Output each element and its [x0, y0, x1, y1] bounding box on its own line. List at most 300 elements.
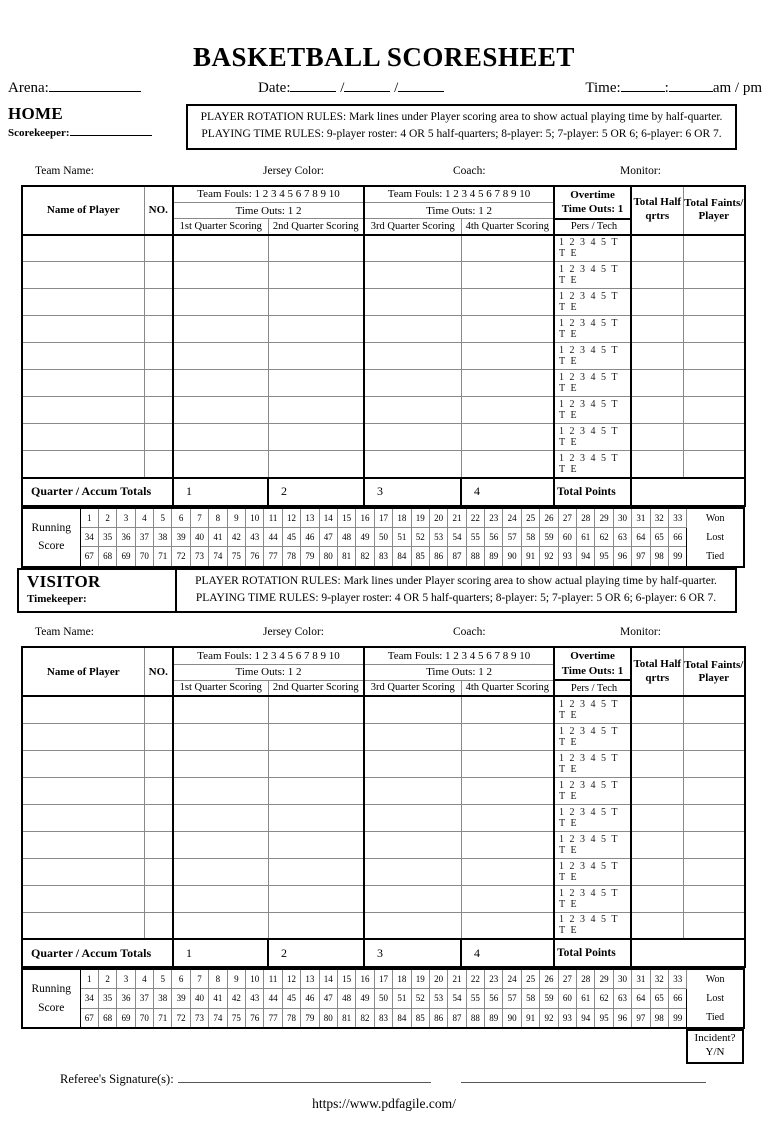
running-score-cell: 48 — [337, 527, 355, 547]
rules-line-1: PLAYER ROTATION RULES: Mark lines under Player scoring area to show actual playing time by half-quarter. — [195, 574, 717, 587]
pers-tech-header: Pers / Tech — [554, 219, 631, 235]
running-score-cell: 94 — [577, 547, 595, 567]
running-score-label-line: Running — [31, 521, 72, 534]
player-blank-cell — [461, 262, 554, 289]
rules-line-2: PLAYING TIME RULES: 9-player roster: 4 OR 5 half-quarters; 8-player: 5; 7-player: 5 OR 6; 6-player: 6 OR 7. — [195, 591, 717, 604]
running-score-cell: 61 — [577, 527, 595, 547]
player-blank-cell — [173, 831, 268, 858]
running-score-cell: 79 — [301, 1008, 319, 1028]
running-score-label — [22, 508, 80, 567]
running-score-cell: 23 — [485, 969, 503, 989]
running-score-row — [22, 508, 744, 528]
running-score-row — [22, 547, 744, 567]
q3-scoring-header: 3rd Quarter Scoring — [364, 219, 461, 235]
table-header-row-1 — [22, 647, 745, 664]
running-score-cell: 60 — [558, 989, 576, 1009]
source-url: https://www.pdfagile.com/ — [312, 1095, 456, 1111]
player-blank-cell — [461, 424, 554, 451]
player-blank-cell — [144, 804, 173, 831]
player-blank-cell — [364, 424, 461, 451]
running-score-cell: 22 — [466, 969, 484, 989]
running-score-cell: 74 — [209, 547, 227, 567]
q1-scoring-header: 1st Quarter Scoring — [173, 680, 268, 696]
home-running-score — [21, 507, 745, 568]
player-blank-cell — [461, 723, 554, 750]
running-score-cell: 61 — [577, 989, 595, 1009]
running-score-label-line: Score — [38, 540, 65, 552]
overtime-timeouts-header — [554, 186, 631, 219]
running-score-cell: 18 — [393, 969, 411, 989]
running-score-cell: 25 — [521, 508, 539, 528]
player-blank-cell — [22, 723, 144, 750]
accum-q2: 2 — [268, 939, 364, 967]
running-score-cell: 30 — [613, 508, 631, 528]
running-score-cell: 1 — [80, 508, 98, 528]
running-score-cell: 55 — [466, 527, 484, 547]
accum-q2: 2 — [268, 478, 364, 506]
player-blank-cell — [173, 262, 268, 289]
running-score-cell: 21 — [448, 969, 466, 989]
running-score-cell: 86 — [429, 547, 447, 567]
player-blank-cell — [173, 804, 268, 831]
date-label: Date: — [258, 80, 291, 96]
running-score-cell: 10 — [246, 508, 264, 528]
running-score-cell: 99 — [669, 547, 687, 567]
player-blank-cell — [173, 696, 268, 723]
pers-tech-cell: 1 2 3 4 5 T T E — [554, 316, 631, 343]
incident-box — [686, 1029, 744, 1064]
player-row — [22, 343, 745, 370]
running-score-cell: 93 — [558, 547, 576, 567]
player-blank-cell — [683, 424, 745, 451]
running-score-cell: 7 — [190, 969, 208, 989]
running-score-cell: 4 — [135, 508, 153, 528]
result-label: Lost — [706, 531, 725, 543]
pers-tech-cell: 1 2 3 4 5 T T E — [554, 262, 631, 289]
q3-scoring-header: 3rd Quarter Scoring — [364, 680, 461, 696]
player-row — [22, 723, 745, 750]
running-score-cell: 94 — [577, 1008, 595, 1028]
running-score-cell: 53 — [429, 527, 447, 547]
running-score-cell: 50 — [374, 989, 392, 1009]
running-score-cell: 81 — [337, 547, 355, 567]
player-row — [22, 777, 745, 804]
pers-tech-cell: 1 2 3 4 5 T T E — [554, 343, 631, 370]
rules-box — [186, 104, 737, 150]
running-score-cell: 85 — [411, 547, 429, 567]
player-blank-cell — [173, 235, 268, 262]
player-blank-cell — [461, 343, 554, 370]
no-header: NO. — [144, 186, 173, 235]
player-blank-cell — [683, 343, 745, 370]
running-score-cell: 90 — [503, 547, 521, 567]
player-row — [22, 750, 745, 777]
running-score-cell: 36 — [117, 989, 135, 1009]
running-score-cell: 84 — [393, 547, 411, 567]
player-blank-cell — [461, 451, 554, 478]
player-blank-cell — [144, 777, 173, 804]
team-fouls-header: Team Fouls: 1 2 3 4 5 6 7 8 9 10 — [364, 647, 554, 664]
player-blank-cell — [461, 750, 554, 777]
result-label: Lost — [706, 993, 725, 1004]
player-blank-cell — [683, 858, 745, 885]
player-row — [22, 451, 745, 478]
player-blank-cell — [364, 397, 461, 424]
pers-tech-cell: 1 2 3 4 5 T T E — [554, 804, 631, 831]
running-score-cell: 29 — [595, 508, 613, 528]
accum-q3: 3 — [364, 939, 461, 967]
player-blank-cell — [683, 235, 745, 262]
total-half-qrtrs-header: Total Half qrtrs — [631, 647, 683, 696]
player-blank-cell — [683, 777, 745, 804]
player-blank-cell — [144, 858, 173, 885]
running-score-cell: 69 — [117, 1008, 135, 1028]
player-blank-cell — [268, 424, 364, 451]
player-blank-cell — [683, 804, 745, 831]
running-score-cell: 60 — [558, 527, 576, 547]
running-score-cell: 47 — [319, 527, 337, 547]
running-score-cell: 92 — [540, 547, 558, 567]
running-score-cell: 62 — [595, 527, 613, 547]
running-score-cell: 24 — [503, 969, 521, 989]
running-score-cell: 68 — [98, 547, 116, 567]
running-score-cell: 49 — [356, 989, 374, 1009]
running-score-cell: 15 — [337, 969, 355, 989]
result-label: Tied — [706, 550, 725, 562]
running-score-cell: 46 — [301, 527, 319, 547]
running-score-cell: 31 — [632, 508, 650, 528]
running-score-cell: 86 — [429, 1008, 447, 1028]
running-score-cell: 36 — [117, 527, 135, 547]
running-score-cell: 80 — [319, 1008, 337, 1028]
total-faints-header: Total Faints/ Player — [683, 647, 745, 696]
running-score-cell: 65 — [650, 527, 668, 547]
player-blank-cell — [268, 262, 364, 289]
date-field — [258, 78, 444, 97]
running-score-cell: 70 — [135, 1008, 153, 1028]
player-blank-cell — [683, 262, 745, 289]
running-score-cell: 8 — [209, 969, 227, 989]
running-score-cell: 28 — [577, 969, 595, 989]
accum-q1: 1 — [173, 939, 268, 967]
incident-label: Incident? — [694, 1032, 736, 1044]
scorekeeper-field — [8, 125, 186, 139]
pers-tech-header: Pers / Tech — [554, 680, 631, 696]
time-outs-header: Time Outs: 1 2 — [364, 203, 554, 219]
player-blank-cell — [364, 858, 461, 885]
running-score-cell: 78 — [282, 1008, 300, 1028]
running-score-cell: 5 — [154, 508, 172, 528]
running-score-cell: 74 — [209, 1008, 227, 1028]
timekeeper-field — [27, 593, 171, 605]
player-blank-cell — [22, 343, 144, 370]
player-blank-cell — [173, 750, 268, 777]
player-blank-cell — [461, 316, 554, 343]
player-blank-cell — [144, 424, 173, 451]
running-score-cell: 3 — [117, 508, 135, 528]
running-score-cell: 34 — [80, 989, 98, 1009]
result-label: Won — [705, 512, 725, 524]
running-score-cell: 87 — [448, 547, 466, 567]
running-score-cell: 52 — [411, 527, 429, 547]
running-score-cell: 24 — [503, 508, 521, 528]
home-title: HOME — [8, 104, 64, 123]
running-score-cell: 34 — [80, 527, 98, 547]
player-blank-cell — [144, 343, 173, 370]
running-score-cell: 17 — [374, 508, 392, 528]
player-blank-cell — [631, 777, 683, 804]
running-score-cell: 80 — [319, 547, 337, 567]
pers-tech-cell: 1 2 3 4 5 T T E — [554, 885, 631, 912]
player-blank-cell — [173, 397, 268, 424]
player-blank-cell — [631, 235, 683, 262]
player-blank-cell — [364, 804, 461, 831]
running-score-cell: 11 — [264, 508, 282, 528]
player-blank-cell — [173, 885, 268, 912]
player-blank-cell — [22, 397, 144, 424]
running-score-cell: 89 — [485, 1008, 503, 1028]
accum-q4: 4 — [461, 478, 554, 506]
running-score-cell: 44 — [264, 527, 282, 547]
running-score-cell: 33 — [669, 969, 687, 989]
quarter-accum-totals-row — [22, 939, 745, 967]
player-blank-cell — [364, 885, 461, 912]
player-blank-cell — [268, 451, 364, 478]
player-blank-cell — [22, 235, 144, 262]
player-blank-cell — [268, 397, 364, 424]
running-score-cell: 32 — [650, 508, 668, 528]
monitor-label: Monitor: — [620, 626, 661, 638]
running-score-cell: 76 — [246, 1008, 264, 1028]
running-score-cell: 77 — [264, 547, 282, 567]
total-points-label: Total Points — [554, 478, 631, 506]
running-score-cell: 35 — [98, 527, 116, 547]
running-score-cell: 93 — [558, 1008, 576, 1028]
player-blank-cell — [631, 397, 683, 424]
player-blank-cell — [461, 777, 554, 804]
player-blank-cell — [683, 831, 745, 858]
player-blank-cell — [631, 804, 683, 831]
running-score-cell: 49 — [356, 527, 374, 547]
player-blank-cell — [144, 451, 173, 478]
running-score-cell: 98 — [650, 1008, 668, 1028]
player-blank-cell — [683, 289, 745, 316]
running-score-cell: 3 — [117, 969, 135, 989]
running-score-cell: 67 — [80, 547, 98, 567]
running-score-cell: 82 — [356, 547, 374, 567]
player-blank-cell — [144, 885, 173, 912]
running-score-cell: 59 — [540, 989, 558, 1009]
player-blank-cell — [22, 912, 144, 939]
player-blank-cell — [364, 451, 461, 478]
pers-tech-cell: 1 2 3 4 5 T T E — [554, 750, 631, 777]
running-score-cell: 4 — [135, 969, 153, 989]
running-score-cell: 56 — [485, 989, 503, 1009]
visitor-header-strip — [17, 568, 737, 614]
player-blank-cell — [461, 235, 554, 262]
player-blank-cell — [461, 804, 554, 831]
player-row — [22, 397, 745, 424]
player-blank-cell — [461, 370, 554, 397]
player-row — [22, 370, 745, 397]
pers-tech-cell: 1 2 3 4 5 T T E — [554, 858, 631, 885]
running-score-cell: 62 — [595, 989, 613, 1009]
player-blank-cell — [683, 451, 745, 478]
visitor-team-info-row — [0, 626, 768, 642]
running-score-cell: 19 — [411, 508, 429, 528]
running-score-cell: 96 — [613, 547, 631, 567]
total-points-blank — [631, 939, 745, 967]
running-score-cell: 58 — [521, 527, 539, 547]
referee-signature-row — [60, 1070, 768, 1087]
player-blank-cell — [631, 262, 683, 289]
running-score-cell: 97 — [632, 1008, 650, 1028]
running-score-row — [22, 527, 744, 547]
running-score-cell: 45 — [282, 989, 300, 1009]
player-blank-cell — [268, 370, 364, 397]
running-score-cell: 39 — [172, 989, 190, 1009]
running-score-cell: 17 — [374, 969, 392, 989]
running-score-cell: 69 — [117, 547, 135, 567]
player-blank-cell — [461, 696, 554, 723]
header-fill-line — [0, 78, 768, 98]
home-player-rows — [22, 235, 745, 478]
running-score-cell: 81 — [337, 1008, 355, 1028]
player-blank-cell — [173, 723, 268, 750]
running-score-cell: 87 — [448, 1008, 466, 1028]
running-score-cell: 71 — [154, 547, 172, 567]
name-of-player-header: Name of Player — [22, 186, 144, 235]
running-score-cell: 2 — [98, 969, 116, 989]
running-score-cell: 97 — [632, 547, 650, 567]
pers-tech-cell: 1 2 3 4 5 T T E — [554, 451, 631, 478]
running-score-cell: 40 — [190, 527, 208, 547]
player-row — [22, 262, 745, 289]
running-score-cell: 30 — [613, 969, 631, 989]
running-score-cell: 47 — [319, 989, 337, 1009]
overtime-timeouts-label: Time Outs: 1 — [561, 203, 624, 215]
running-score-cell: 12 — [282, 969, 300, 989]
running-score-cell: 54 — [448, 527, 466, 547]
running-score-cell: 73 — [190, 547, 208, 567]
team-fouls-header: Team Fouls: 1 2 3 4 5 6 7 8 9 10 — [173, 647, 364, 664]
player-blank-cell — [364, 262, 461, 289]
running-score-cell: 68 — [98, 1008, 116, 1028]
running-score-cell: 39 — [172, 527, 190, 547]
running-score-label-line: Score — [38, 1001, 65, 1014]
time-outs-header: Time Outs: 1 2 — [364, 664, 554, 680]
table-header-row-1 — [22, 186, 745, 203]
player-blank-cell — [144, 750, 173, 777]
running-score-cell: 10 — [246, 969, 264, 989]
player-blank-cell — [683, 723, 745, 750]
running-score-cell: 26 — [540, 508, 558, 528]
running-score-cell: 53 — [429, 989, 447, 1009]
q4-scoring-header: 4th Quarter Scoring — [461, 680, 554, 696]
running-score-cell: 58 — [521, 989, 539, 1009]
player-blank-cell — [144, 235, 173, 262]
jersey-color-label: Jersey Color: — [263, 164, 325, 177]
player-blank-cell — [173, 343, 268, 370]
pers-tech-cell: 1 2 3 4 5 T T E — [554, 235, 631, 262]
player-blank-cell — [144, 696, 173, 723]
running-score-cell: 1 — [80, 969, 98, 989]
incident-yn: Y/N — [705, 1045, 725, 1058]
running-score-cell: 76 — [246, 547, 264, 567]
running-score-cell: 41 — [209, 989, 227, 1009]
pers-tech-cell: 1 2 3 4 5 T T E — [554, 912, 631, 939]
running-score-label — [22, 969, 80, 1028]
running-score-cell: 42 — [227, 527, 245, 547]
running-score-cell: 64 — [632, 989, 650, 1009]
running-score-cell: 83 — [374, 547, 392, 567]
player-blank-cell — [268, 912, 364, 939]
scorekeeper-label: Scorekeeper: — [8, 127, 70, 139]
player-row — [22, 696, 745, 723]
pers-tech-cell: 1 2 3 4 5 T T E — [554, 424, 631, 451]
q1-scoring-header: 1st Quarter Scoring — [173, 219, 268, 235]
visitor-player-rows — [22, 696, 745, 939]
home-score-table — [21, 185, 746, 507]
accum-totals-label: Quarter / Accum Totals — [22, 939, 173, 967]
player-blank-cell — [631, 750, 683, 777]
visitor-running-score — [21, 968, 745, 1029]
running-score-cell: 44 — [264, 989, 282, 1009]
overtime-timeouts-header — [554, 647, 631, 680]
player-blank-cell — [683, 696, 745, 723]
running-score-cell: 2 — [98, 508, 116, 528]
time-field — [585, 78, 762, 97]
monitor-label: Monitor: — [620, 164, 661, 177]
player-blank-cell — [364, 316, 461, 343]
player-blank-cell — [268, 316, 364, 343]
running-score-cell: 27 — [558, 969, 576, 989]
home-team-block — [8, 104, 186, 139]
running-score-cell: 64 — [632, 527, 650, 547]
visitor-team-block — [19, 570, 177, 612]
player-blank-cell — [631, 370, 683, 397]
running-score-cell: 72 — [172, 547, 190, 567]
player-blank-cell — [268, 804, 364, 831]
running-score-cell: 73 — [190, 1008, 208, 1028]
running-score-cell: 27 — [558, 508, 576, 528]
running-score-cell: 96 — [613, 1008, 631, 1028]
player-blank-cell — [631, 885, 683, 912]
player-blank-cell — [144, 397, 173, 424]
player-blank-cell — [364, 370, 461, 397]
running-score-cell: 18 — [393, 508, 411, 528]
running-score-cell: 5 — [154, 969, 172, 989]
running-score-cell: 79 — [301, 547, 319, 567]
player-blank-cell — [268, 289, 364, 316]
player-blank-cell — [22, 289, 144, 316]
quarter-accum-totals-row — [22, 478, 745, 506]
player-blank-cell — [22, 885, 144, 912]
running-score-cell: 9 — [227, 508, 245, 528]
player-blank-cell — [461, 397, 554, 424]
jersey-color-label: Jersey Color: — [263, 626, 325, 638]
running-score-cell: 23 — [485, 508, 503, 528]
running-score-cell: 20 — [429, 969, 447, 989]
running-score-cell: 91 — [521, 1008, 539, 1028]
running-score-cell: 6 — [172, 508, 190, 528]
player-blank-cell — [268, 777, 364, 804]
running-score-cell: 88 — [466, 1008, 484, 1028]
running-score-cell: 56 — [485, 527, 503, 547]
accum-q1: 1 — [173, 478, 268, 506]
ampm-label: am / pm — [712, 80, 762, 96]
time-outs-header: Time Outs: 1 2 — [173, 664, 364, 680]
